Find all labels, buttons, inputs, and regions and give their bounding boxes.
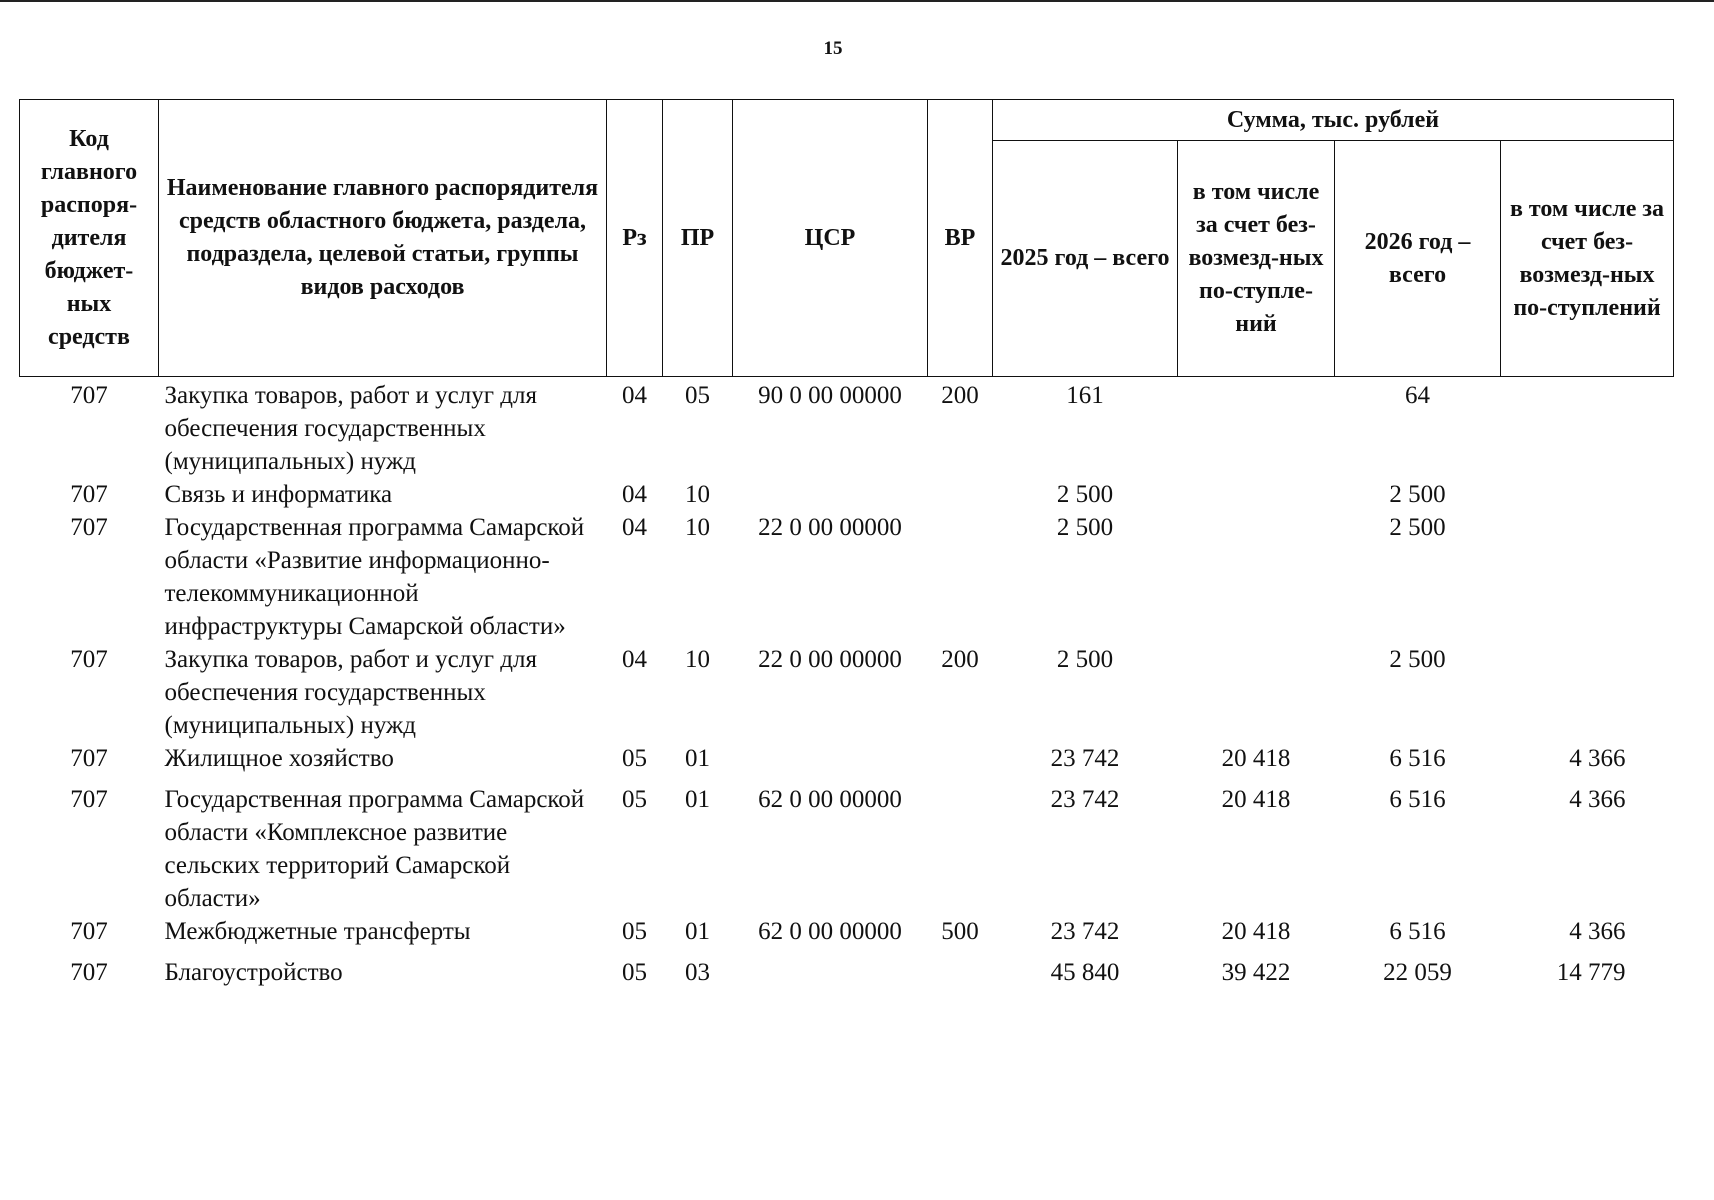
cell-2025-grants: 39 422 <box>1221 959 1291 986</box>
cell-2026-total: 64 <box>1405 382 1430 409</box>
table-row <box>20 377 1674 479</box>
cell-2025-grants <box>1178 643 1335 742</box>
cell-csr: 62 0 00 00000 <box>758 786 902 813</box>
table-row <box>20 478 1674 511</box>
cell-name: Государственная программа Самарской области «Развитие информационно-телекоммуникационной инфраструктуры Самарской области» <box>164 514 585 640</box>
top-rule <box>0 0 1714 2</box>
cell-2026-grants: 4 366 <box>1569 786 1626 813</box>
cell-2025-grants <box>1178 377 1335 479</box>
cell-2025-total: 161 <box>1066 382 1104 409</box>
table-row <box>20 511 1674 643</box>
cell-code: 707 <box>70 481 108 508</box>
cell-name: Жилищное хозяйство <box>164 745 394 772</box>
cell-2026-grants: 14 779 <box>1556 959 1626 986</box>
header-2025-grants: в том числе за счет без-возмезд-ных по-ступле-ний <box>1178 141 1335 377</box>
cell-csr <box>733 948 928 989</box>
cell-pr: 01 <box>685 745 710 772</box>
header-code: Код главного распоря-дителя бюджет-ных средств <box>20 100 159 377</box>
cell-name: Закупка товаров, работ и услуг для обеспечения государственных (муниципальных) нужд <box>164 646 537 739</box>
cell-pr: 01 <box>685 918 710 945</box>
cell-code: 707 <box>70 745 108 772</box>
cell-2026-total: 2 500 <box>1389 514 1446 541</box>
cell-2026-total: 2 500 <box>1389 646 1446 673</box>
cell-code: 707 <box>70 959 108 986</box>
cell-pr: 05 <box>685 382 710 409</box>
cell-2025-grants <box>1178 511 1335 643</box>
cell-rz: 05 <box>622 959 647 986</box>
cell-name: Государственная программа Самарской области «Комплексное развитие сельских территорий Самарской области» <box>164 786 585 912</box>
cell-rz: 04 <box>622 646 647 673</box>
cell-csr <box>733 742 928 775</box>
cell-2026-total: 22 059 <box>1383 959 1452 986</box>
header-sum-group: Сумма, тыс. рублей <box>993 100 1674 141</box>
cell-rz: 05 <box>622 786 647 813</box>
page-number: 15 <box>823 38 843 59</box>
cell-vr: 200 <box>941 382 979 409</box>
cell-code: 707 <box>70 514 108 541</box>
cell-2025-total: 45 840 <box>1050 959 1120 986</box>
header-2025-total: 2025 год – всего <box>993 141 1178 377</box>
cell-code: 707 <box>70 382 108 409</box>
table-body <box>20 377 1674 990</box>
cell-code: 707 <box>70 918 108 945</box>
cell-csr: 22 0 00 00000 <box>758 646 902 673</box>
cell-pr: 10 <box>685 481 710 508</box>
cell-2026-grants <box>1501 377 1674 479</box>
cell-rz: 04 <box>622 382 647 409</box>
cell-pr: 01 <box>685 786 710 813</box>
cell-name: Благоустройство <box>164 959 343 986</box>
cell-2026-total: 2 500 <box>1389 481 1446 508</box>
cell-2026-total: 6 516 <box>1389 786 1446 813</box>
cell-code: 707 <box>70 646 108 673</box>
cell-rz: 04 <box>622 514 647 541</box>
cell-vr <box>928 948 993 989</box>
header-rz: Рз <box>607 100 663 377</box>
header-name: Наименование главного распорядителя средств областного бюджета, раздела, подраздела, целевой статьи, группы видов расходов <box>159 100 607 377</box>
cell-2025-total: 23 742 <box>1050 786 1120 813</box>
header-vr: ВР <box>928 100 993 377</box>
cell-2026-total: 6 516 <box>1389 918 1446 945</box>
header-pr: ПР <box>663 100 733 377</box>
cell-2026-grants <box>1501 478 1674 511</box>
cell-name: Закупка товаров, работ и услуг для обеспечения государственных (муниципальных) нужд <box>164 382 537 475</box>
cell-pr: 10 <box>685 646 710 673</box>
budget-table <box>19 99 1674 989</box>
cell-rz: 04 <box>622 481 647 508</box>
cell-2026-grants <box>1501 643 1674 742</box>
cell-2025-grants: 20 418 <box>1221 918 1291 945</box>
table-row <box>20 775 1674 915</box>
cell-vr: 500 <box>941 918 979 945</box>
cell-vr <box>928 742 993 775</box>
cell-vr <box>928 775 993 915</box>
header-2026-grants: в том числе за счет без-возмезд-ных по-ступлений <box>1501 141 1674 377</box>
cell-2026-total: 6 516 <box>1389 745 1446 772</box>
header-2026-total: 2026 год – всего <box>1335 141 1501 377</box>
cell-csr: 22 0 00 00000 <box>758 514 902 541</box>
cell-vr <box>928 511 993 643</box>
cell-rz: 05 <box>622 745 647 772</box>
cell-vr: 200 <box>941 646 979 673</box>
cell-2025-total: 23 742 <box>1050 918 1120 945</box>
cell-2025-total: 2 500 <box>1056 646 1114 673</box>
cell-2026-grants: 4 366 <box>1569 745 1626 772</box>
cell-2026-grants <box>1501 511 1674 643</box>
table-row <box>20 742 1674 775</box>
cell-pr: 10 <box>685 514 710 541</box>
cell-csr: 62 0 00 00000 <box>758 918 902 945</box>
cell-2025-total: 2 500 <box>1056 514 1114 541</box>
cell-2025-total: 2 500 <box>1056 481 1114 508</box>
table-row <box>20 948 1674 989</box>
cell-2025-grants: 20 418 <box>1221 786 1291 813</box>
cell-name: Связь и информатика <box>164 481 393 508</box>
cell-pr: 03 <box>685 959 710 986</box>
cell-rz: 05 <box>622 918 647 945</box>
header-csr: ЦСР <box>733 100 928 377</box>
cell-2025-total: 23 742 <box>1050 745 1120 772</box>
cell-2025-grants: 20 418 <box>1221 745 1291 772</box>
cell-2026-grants: 4 366 <box>1569 918 1626 945</box>
cell-csr <box>733 478 928 511</box>
cell-name: Межбюджетные трансферты <box>164 918 471 945</box>
cell-code: 707 <box>70 786 108 813</box>
cell-csr: 90 0 00 00000 <box>758 382 902 409</box>
table-row <box>20 643 1674 742</box>
table-row <box>20 915 1674 948</box>
cell-vr <box>928 478 993 511</box>
cell-2025-grants <box>1178 478 1335 511</box>
